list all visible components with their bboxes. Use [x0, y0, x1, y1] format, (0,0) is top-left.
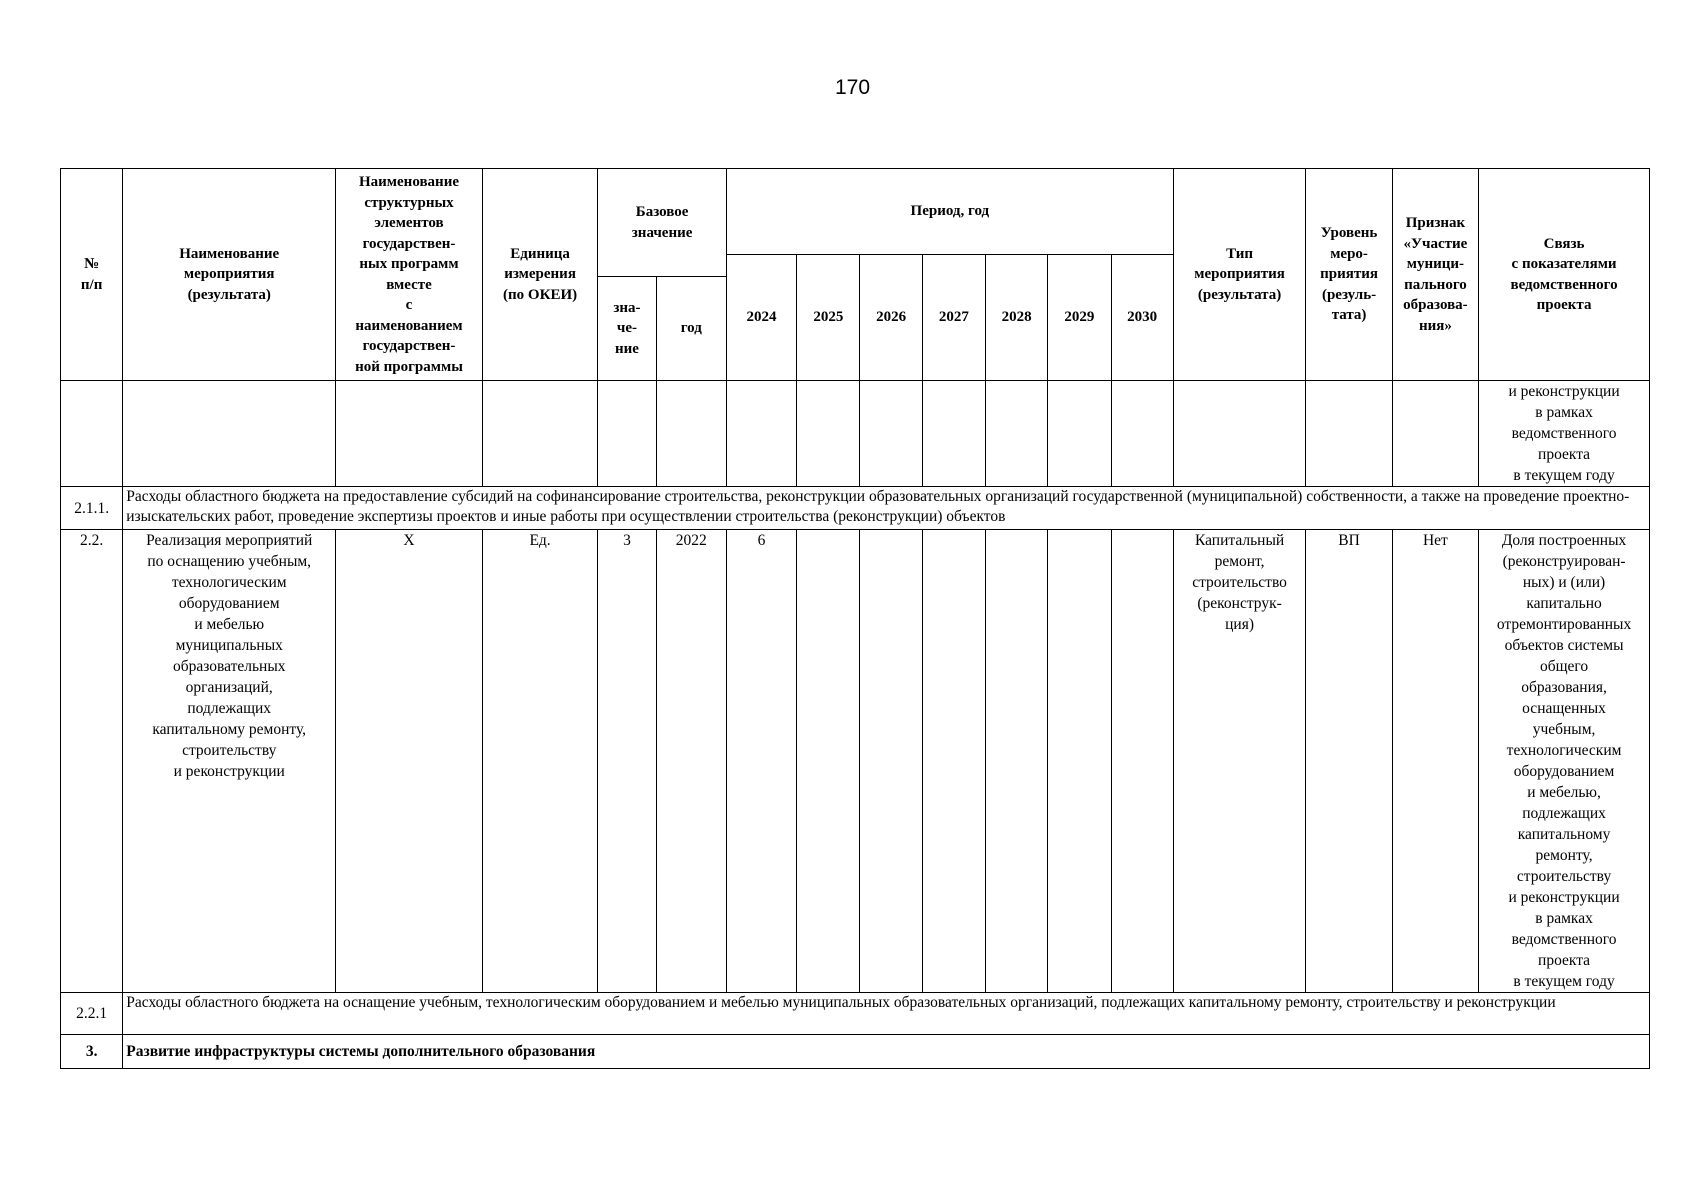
header-year-2029: 2029 [1048, 255, 1111, 381]
header-name: Наименование мероприятия (результата) [123, 169, 336, 381]
header-link: Связь с показателями ведомственного проекта [1479, 169, 1650, 381]
row-2-2-link: Доля построенных (реконструирован- ных) и (или) капитально отремонтированных объектов системы общего образования, оснащенных учебным, технологическим оборудованием и мебелью, подлежащих капитальному ремонту, строительству и реконструкции в рамках ведомственного проекта в текущем году [1479, 530, 1650, 993]
header-year-2024: 2024 [726, 255, 796, 381]
header-period: Период, год [726, 169, 1173, 255]
row-2-2-name: Реализация мероприятий по оснащению учебным, технологическим оборудованием и мебелью муниципальных образовательных организаций, подлежащих капитальному ремонту, строительству и реконструкции [123, 530, 336, 993]
table-header [61, 169, 1650, 381]
table-row-continuation [61, 381, 1650, 487]
row-2-2-base-value: 3 [598, 530, 656, 993]
header-type: Тип мероприятия (результата) [1173, 169, 1306, 381]
header-year-2027: 2027 [922, 255, 985, 381]
row-2-2-unit: Ед. [482, 530, 598, 993]
table-row-3 [61, 1035, 1650, 1069]
page-number: 170 [834, 76, 871, 99]
header-base-year: год [656, 277, 726, 381]
row-3-num: 3. [61, 1035, 123, 1069]
header-base-value: зна- че- ние [598, 277, 656, 381]
header-struct: Наименование структурных элементов государствен- ных программ вместе с наименованием государствен- ной программы [336, 169, 483, 381]
header-sign: Признак «Участие муници- пального образова- ния» [1392, 169, 1478, 381]
row-2-2-y2024: 6 [726, 530, 796, 993]
row-2-1-1-num: 2.1.1. [61, 487, 123, 530]
row-2-2-num: 2.2. [61, 530, 123, 993]
table-row-2-1-1 [61, 487, 1650, 530]
header-num: № п/п [61, 169, 123, 381]
header-year-2030: 2030 [1111, 255, 1173, 381]
row-2-2-base-year: 2022 [656, 530, 726, 993]
row-2-2-sign: Нет [1392, 530, 1478, 993]
header-unit: Единица измерения (по ОКЕИ) [482, 169, 598, 381]
row-2-1-1-text: Расходы областного бюджета на предоставление субсидий на софинансирование строительства, реконструкции образовательных организаций государственной (муниципальной) собственности, а также на проведение проектно-изыскательских работ, проведение экспертизы проектов и иные работы при осуществлении строительства (реконструкции) объектов [123, 487, 1650, 530]
header-base: Базовое значение [598, 169, 727, 277]
activities-table [60, 168, 1650, 1069]
continuation-link-cell: и реконструкции в рамках ведомственного проекта в текущем году [1479, 381, 1650, 487]
header-year-2028: 2028 [985, 255, 1047, 381]
row-3-text: Развитие инфраструктуры системы дополнительного образования [123, 1035, 1650, 1069]
row-2-2-1-text: Расходы областного бюджета на оснащение учебным, технологическим оборудованием и мебелью муниципальных образовательных организаций, подлежащих капитальному ремонту, строительству и реконструкции [123, 993, 1650, 1035]
row-2-2-1-num: 2.2.1 [61, 993, 123, 1035]
table-row-2-2-1 [61, 993, 1650, 1035]
row-2-2-type: Капитальный ремонт, строительство (реконструк- ция) [1173, 530, 1306, 993]
row-2-2-struct: X [336, 530, 483, 993]
row-2-2-level: ВП [1306, 530, 1392, 993]
header-year-2026: 2026 [860, 255, 922, 381]
header-level: Уровень меро- приятия (резуль- тата) [1306, 169, 1392, 381]
header-year-2025: 2025 [797, 255, 860, 381]
table-row-2-2 [61, 530, 1650, 993]
